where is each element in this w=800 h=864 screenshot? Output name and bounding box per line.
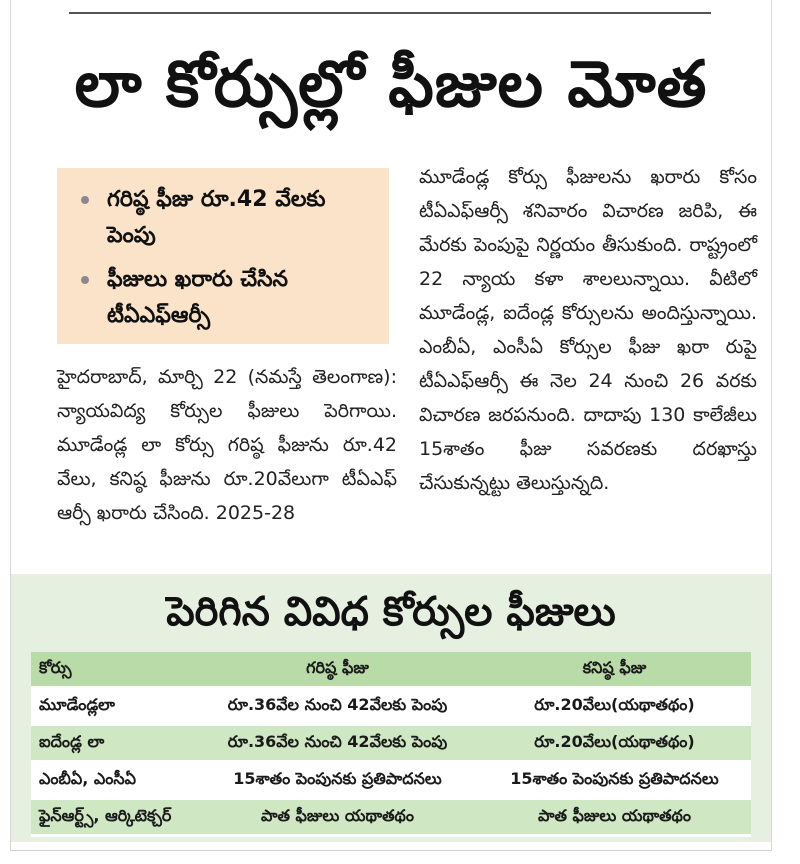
cell-course: ఫైన్‌ఆర్ట్స్, ఆర్కిటెక్చర్	[31, 799, 197, 836]
bullet-icon	[81, 196, 89, 204]
cell-min-fee: రూ.20వేలు(యథాతథం)	[478, 725, 751, 762]
highlight-item	[81, 262, 379, 334]
news-clipping	[10, 0, 772, 851]
cell-course: ఐదేండ్ల లా	[31, 725, 197, 762]
cell-course: మూడేండ్లలా	[31, 688, 197, 725]
highlight-text: గరిష్ఠ ఫీజు రూ.42 వేలకు పెంపు	[107, 187, 326, 248]
header-max-fee: గరిష్ఠ ఫీజు	[197, 652, 478, 688]
table-row	[31, 762, 751, 799]
highlights-box	[57, 168, 389, 344]
table-row	[31, 799, 751, 836]
header-min-fee: కనిష్ఠ ఫీజు	[478, 652, 751, 688]
cell-min-fee: రూ.20వేలు(యథాతథం)	[478, 688, 751, 725]
table-title: పెరిగిన వివిధ కోర్సుల ఫీజులు	[166, 589, 616, 635]
cell-max-fee: రూ.36వేల నుంచి 42వేలకు పెంపు	[197, 725, 478, 762]
article-body-left: హైదరాబాద్, మార్చి 22 (నమస్తే తెలంగాణ): న్యాయవిద్య కోర్సుల ఫీజులు పెరిగాయి. మూడేండ్ల లా కోర్సు గరిష్ఠ ఫీజును రూ.42 వేలు, కనిష్ఠ ఫీజును రూ.20వేలుగా టీఏఎఫ్ ఆర్సీ ఖరారు చేసింది. 2025-28	[57, 366, 397, 524]
cell-min-fee: పాత ఫీజులు యథాతథం	[478, 799, 751, 836]
header-course: కోర్సు	[31, 652, 197, 688]
highlight-text: ఫీజులు ఖరారు చేసిన టీఏఎఫ్‌ఆర్సీ	[107, 267, 288, 328]
fees-table	[31, 652, 751, 837]
article-body-right: మూడేండ్ల కోర్సు ఫీజులను ఖరారు కోసం టీఏఎఫ్‌ఆర్సీ శనివారం విచారణ జరిపి, ఈ మేరకు పెంపుపై నిర్ణయం తీసుకుంది. రాష్ట్రంలో 22 న్యాయ కళా శాలలున్నాయి. వీటిలో మూడేండ్ల, ఐదేండ్ల కోర్సులను అందిస్తున్నాయి. ఎంబీఏ, ఎంసీఏ కోర్సుల ఫీజు ఖరా రుపై టీఏఎఫ్‌ఆర్సీ ఈ నెల 24 నుంచి 26 వరకు విచారణ జరపనుంది. దాదాపు 130 కాలేజీలు 15శాతం ఫీజు సవరణకు దరఖాస్తు చేసుకున్నట్టు తెలుస్తున్నది.	[419, 166, 757, 494]
fees-table-section	[11, 574, 771, 842]
cell-course: ఎంబీఏ, ఎంసీఏ	[31, 762, 197, 799]
cell-max-fee: రూ.36వేల నుంచి 42వేలకు పెంపు	[197, 688, 478, 725]
cell-min-fee: 15శాతం పెంపునకు ప్రతిపాదనలు	[478, 762, 751, 799]
top-divider	[69, 12, 711, 14]
table-header-row	[31, 652, 751, 688]
headline: లా కోర్సుల్లో ఫీజుల మోత	[74, 48, 708, 122]
bullet-icon	[81, 276, 89, 284]
table-row	[31, 688, 751, 725]
cell-max-fee: పాత ఫీజులు యథాతథం	[197, 799, 478, 836]
table-row	[31, 725, 751, 762]
cell-max-fee: 15శాతం పెంపునకు ప్రతిపాదనలు	[197, 762, 478, 799]
highlight-item	[81, 182, 379, 254]
